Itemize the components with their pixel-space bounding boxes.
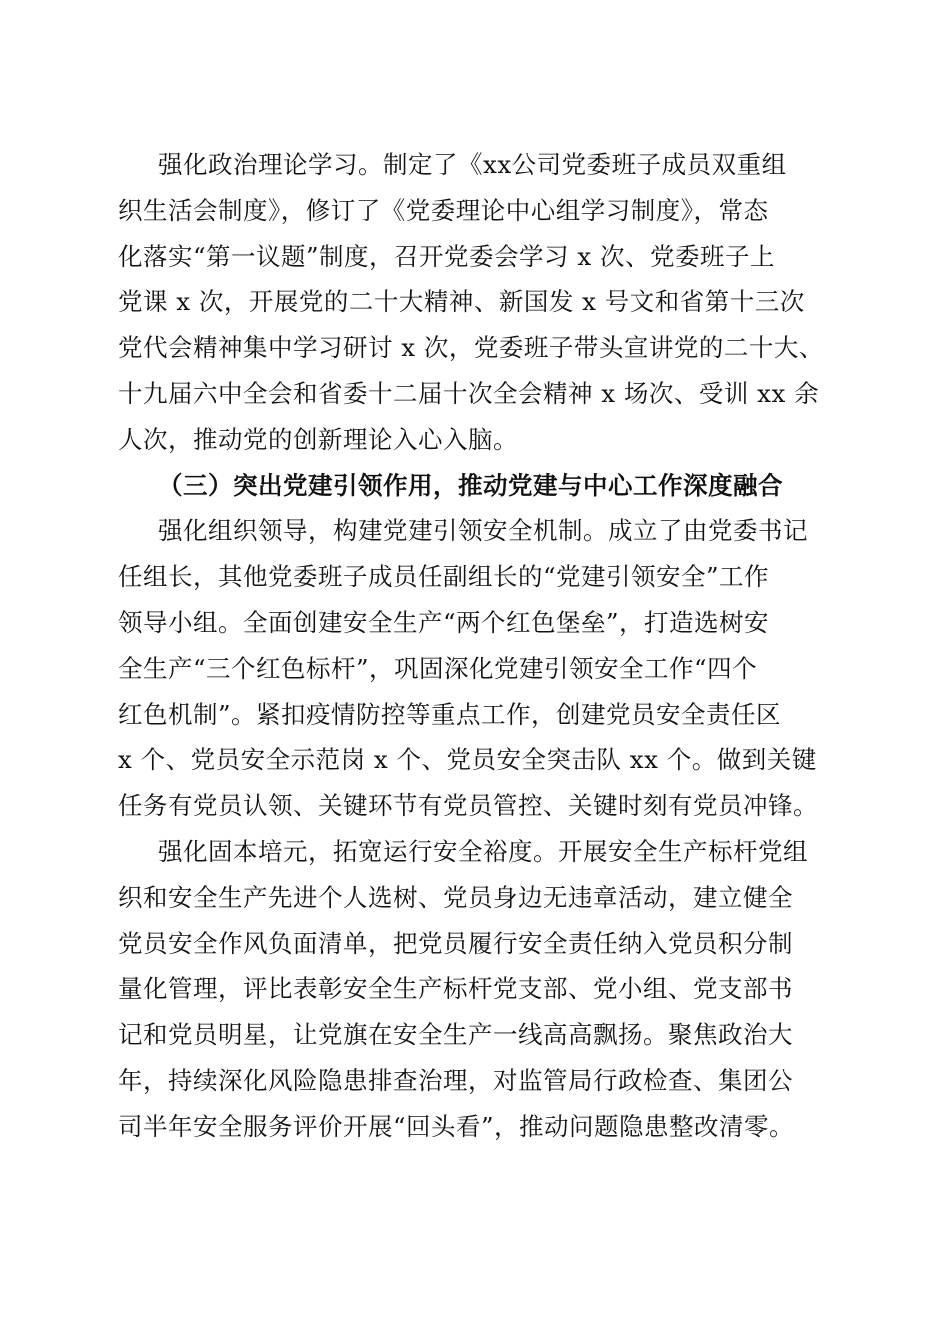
paragraph-2-line-3: 领导小组。全面创建安全生产“两个红色堡垒”，打造选树安 <box>118 607 770 637</box>
document-body <box>118 142 830 1150</box>
paragraph-3-line-5: 记和党员明星，让党旗在安全生产一线高高飘扬。聚焦政治大 <box>118 1020 793 1050</box>
paragraph-1-line-2: 织生活会制度》，修订了《党委理论中心组学习制度》，常态 <box>118 195 769 225</box>
paragraph-3-line-4: 量化管理，评比表彰安全生产标杆党支部、党小组、党支部书 <box>118 974 793 1004</box>
paragraph-2-line-2: 任组长，其他党委班子成员任副组长的“党建引领安全”工作 <box>118 562 770 592</box>
paragraph-2-line-5: 红色机制”。紧扣疫情防控等重点工作，创建党员安全责任区 <box>118 699 782 729</box>
paragraph-3-line-1: 强化固本培元，拓宽运行安全裕度。开展安全生产标杆党组 <box>158 836 808 866</box>
paragraph-2-line-4: 全生产“三个红色标杆”，巩固深化党建引领安全工作“四个 <box>118 653 758 683</box>
paragraph-1-line-3: 化落实“第一议题”制度，召开党委会学习 x 次、党委班子上 <box>118 241 775 271</box>
paragraph-3-line-6: 年，持续深化风险隐患排查治理，对监管局行政检查、集团公 <box>118 1065 793 1095</box>
paragraph-3-line-3: 党员安全作风负面清单，把党员履行安全责任纳入党员积分制 <box>118 928 793 958</box>
paragraph-3-line-7: 司半年安全服务评价开展“回头看”，推动问题隐患整改清零。 <box>118 1111 795 1141</box>
paragraph-1-line-7: 人次，推动党的创新理论入心入脑。 <box>118 424 518 454</box>
paragraph-2-line-1: 强化组织领导，构建党建引领安全机制。成立了由党委书记 <box>158 516 808 546</box>
paragraph-2-line-7: 任务有党员认领、关键环节有党员管控、关键时刻有党员冲锋。 <box>118 791 818 821</box>
paragraph-3-line-2: 织和安全生产先进个人选树、党员身边无违章活动，建立健全 <box>118 882 793 912</box>
section-heading: （三）突出党建引领作用，推动党建与中心工作深度融合 <box>158 470 783 500</box>
paragraph-1-line-5: 党代会精神集中学习研讨 x 次，党委班子带头宣讲党的二十大、 <box>118 333 824 363</box>
paragraph-1-line-4: 党课 x 次，开展党的二十大精神、新国发 x 号文和省第十三次 <box>118 287 805 317</box>
paragraph-2-line-6: x 个、党员安全示范岗 x 个、党员安全突击队 xx 个。做到关键 <box>118 745 817 775</box>
paragraph-1-line-1: 强化政治理论学习。制定了《xx公司党委班子成员双重组 <box>158 150 787 179</box>
paragraph-1-line-6: 十九届六中全会和省委十二届十次全会精神 x 场次、受训 xx 余 <box>118 378 820 408</box>
